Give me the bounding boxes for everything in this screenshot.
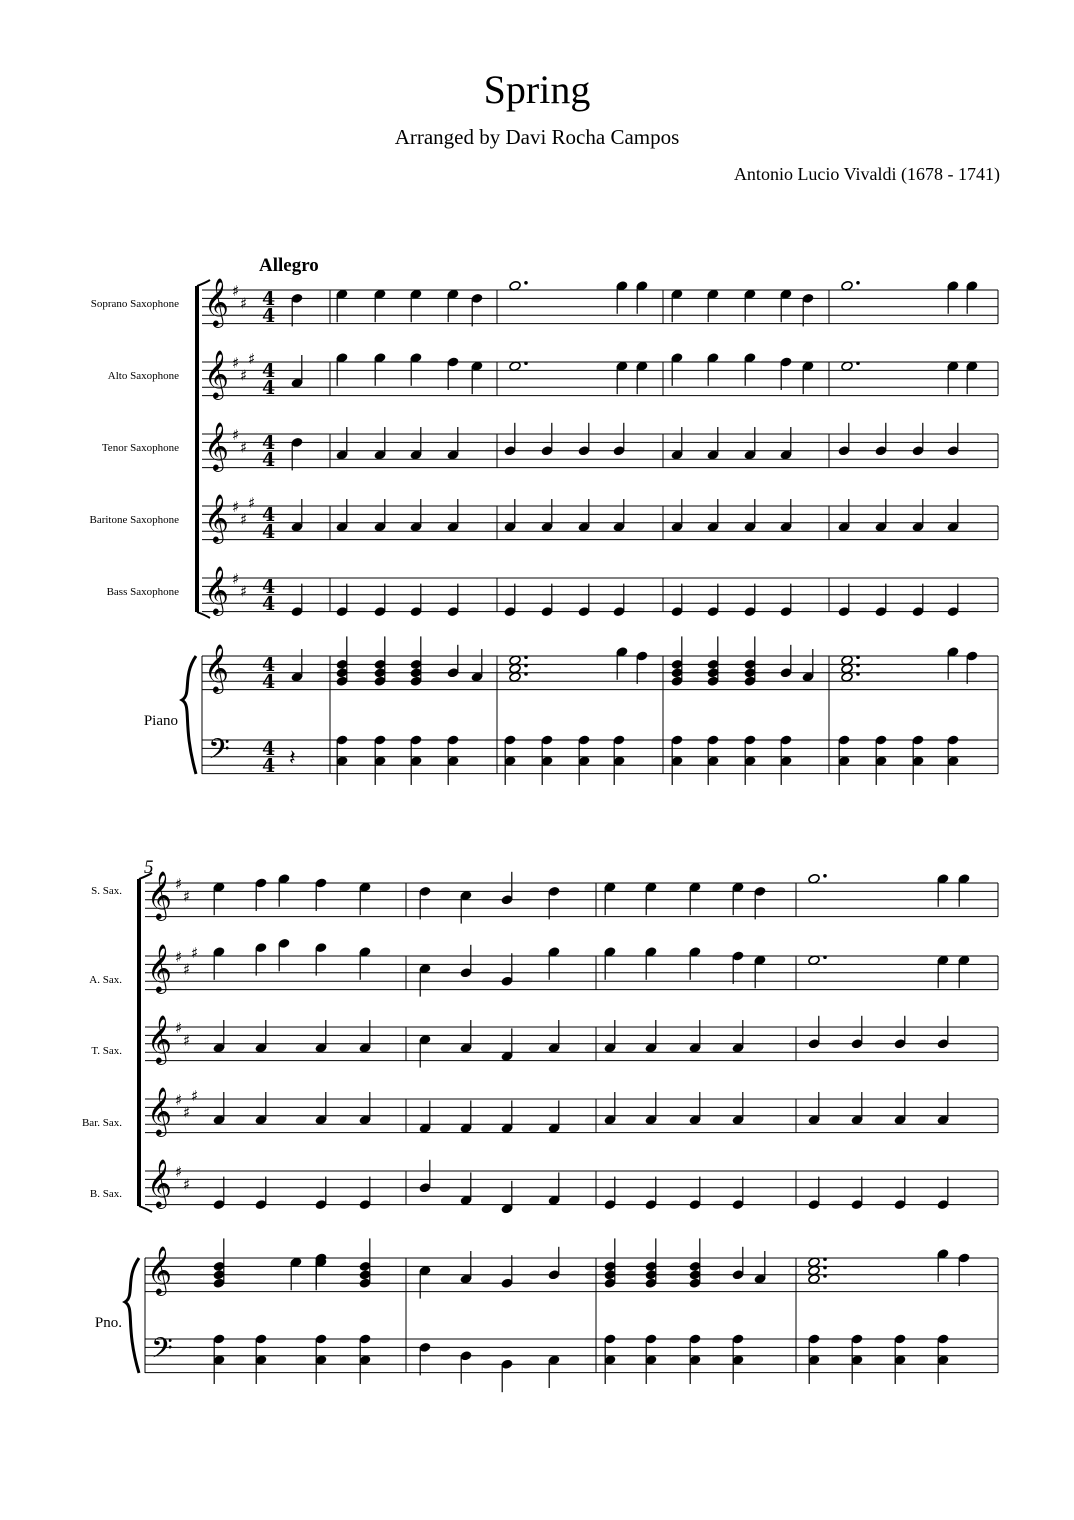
sharp-sign: ♯ (240, 294, 248, 313)
sharp-sign: ♯ (240, 438, 248, 457)
treble-clef: 𝄞 (204, 421, 229, 470)
sharp-sign: ♯ (232, 570, 240, 588)
augmentation-dot (524, 672, 528, 676)
sharp-sign: ♯ (175, 1019, 183, 1037)
sharp-sign: ♯ (240, 510, 248, 529)
time-signature-top: 4 (262, 360, 276, 382)
treble-clef: 𝄞 (147, 1158, 172, 1207)
time-signature-top: 4 (262, 432, 276, 454)
augmentation-dot (856, 361, 860, 365)
sharp-sign: ♯ (232, 426, 240, 444)
sharp-sign: ♯ (232, 498, 240, 516)
time-signature-bottom: 4 (262, 755, 276, 777)
sharp-sign: ♯ (232, 282, 240, 300)
sharp-sign: ♯ (183, 887, 191, 906)
instrument-label: Pno. (94, 1315, 122, 1331)
augmentation-dot (823, 874, 827, 878)
time-signature-bottom: 4 (262, 305, 276, 327)
sharp-sign: ♯ (183, 1175, 191, 1194)
time-signature-bottom: 4 (262, 521, 276, 543)
instrument-label: Bass Saxophone (106, 586, 179, 598)
time-signature-bottom: 4 (262, 593, 276, 615)
augmentation-dot (823, 1274, 827, 1278)
treble-clef: 𝄞 (147, 943, 172, 992)
bass-clef: 𝄢 (151, 1332, 173, 1372)
augmentation-dot (524, 655, 528, 659)
treble-clef: 𝄞 (147, 1245, 172, 1294)
sharp-sign: ♯ (191, 943, 199, 962)
sharp-sign: ♯ (175, 948, 183, 966)
augmentation-dot (856, 672, 860, 676)
time-signature-top: 4 (262, 288, 276, 310)
treble-clef: 𝄞 (204, 493, 229, 542)
system-2 (82, 870, 998, 1392)
time-signature-bottom: 4 (262, 377, 276, 399)
time-signature-top: 4 (262, 654, 276, 676)
instrument-label: Soprano Saxophone (90, 298, 179, 310)
augmentation-dot (823, 1257, 827, 1261)
augmentation-dot (823, 1266, 827, 1270)
sharp-sign: ♯ (191, 1086, 199, 1105)
instrument-label: Baritone Saxophone (89, 514, 179, 526)
instrument-label: T. Sax. (91, 1045, 122, 1057)
instrument-label: A. Sax. (89, 974, 122, 986)
sharp-sign: ♯ (175, 1163, 183, 1181)
augmentation-dot (856, 655, 860, 659)
instrument-label: B. Sax. (89, 1188, 122, 1200)
system-2-staves (125, 870, 998, 1392)
time-signature-top: 4 (262, 576, 276, 598)
piano-brace (182, 656, 196, 774)
treble-clef: 𝄞 (204, 277, 229, 326)
quarter-rest: 𝄽 (289, 746, 296, 771)
time-signature-bottom: 4 (262, 449, 276, 471)
instrument-label: Alto Saxophone (107, 370, 179, 382)
sharp-sign: ♯ (175, 875, 183, 893)
augmentation-dot (524, 664, 528, 668)
measure-number: 5 (144, 857, 154, 878)
time-signature-top: 4 (262, 504, 276, 526)
sharp-sign: ♯ (240, 366, 248, 385)
instrument-label: Piano (143, 713, 178, 729)
augmentation-dot (856, 281, 860, 285)
sharp-sign: ♯ (240, 582, 248, 601)
piano-brace (125, 1258, 139, 1373)
sharp-sign: ♯ (183, 960, 191, 979)
treble-clef: 𝄞 (204, 643, 229, 692)
bass-clef: 𝄢 (208, 733, 230, 773)
system-1 (89, 277, 998, 785)
time-signature-bottom: 4 (262, 671, 276, 693)
tempo-marking: Allegro (259, 255, 319, 276)
treble-clef: 𝄞 (147, 1086, 172, 1135)
augmentation-dot (856, 664, 860, 668)
time-signature-top: 4 (262, 738, 276, 760)
sharp-sign: ♯ (183, 1031, 191, 1050)
score-subtitle: Arranged by Davi Rocha Campos (394, 125, 680, 149)
score-title: Spring (483, 67, 591, 112)
composer-credit: Antonio Lucio Vivaldi (1678 - 1741) (733, 164, 1000, 184)
sharp-sign: ♯ (232, 354, 240, 372)
treble-clef: 𝄞 (147, 1014, 172, 1063)
treble-clef: 𝄞 (147, 870, 172, 919)
instrument-label: S. Sax. (91, 885, 122, 897)
treble-clef: 𝄞 (204, 565, 229, 614)
augmentation-dot (524, 281, 528, 285)
sharp-sign: ♯ (175, 1091, 183, 1109)
system-1-staves (182, 277, 998, 785)
augmentation-dot (823, 955, 827, 959)
instrument-label: Tenor Saxophone (101, 442, 179, 454)
treble-clef: 𝄞 (204, 349, 229, 398)
sharp-sign: ♯ (248, 493, 256, 512)
sharp-sign: ♯ (248, 349, 256, 368)
instrument-label: Bar. Sax. (81, 1117, 122, 1129)
sharp-sign: ♯ (183, 1103, 191, 1122)
augmentation-dot (524, 361, 528, 365)
